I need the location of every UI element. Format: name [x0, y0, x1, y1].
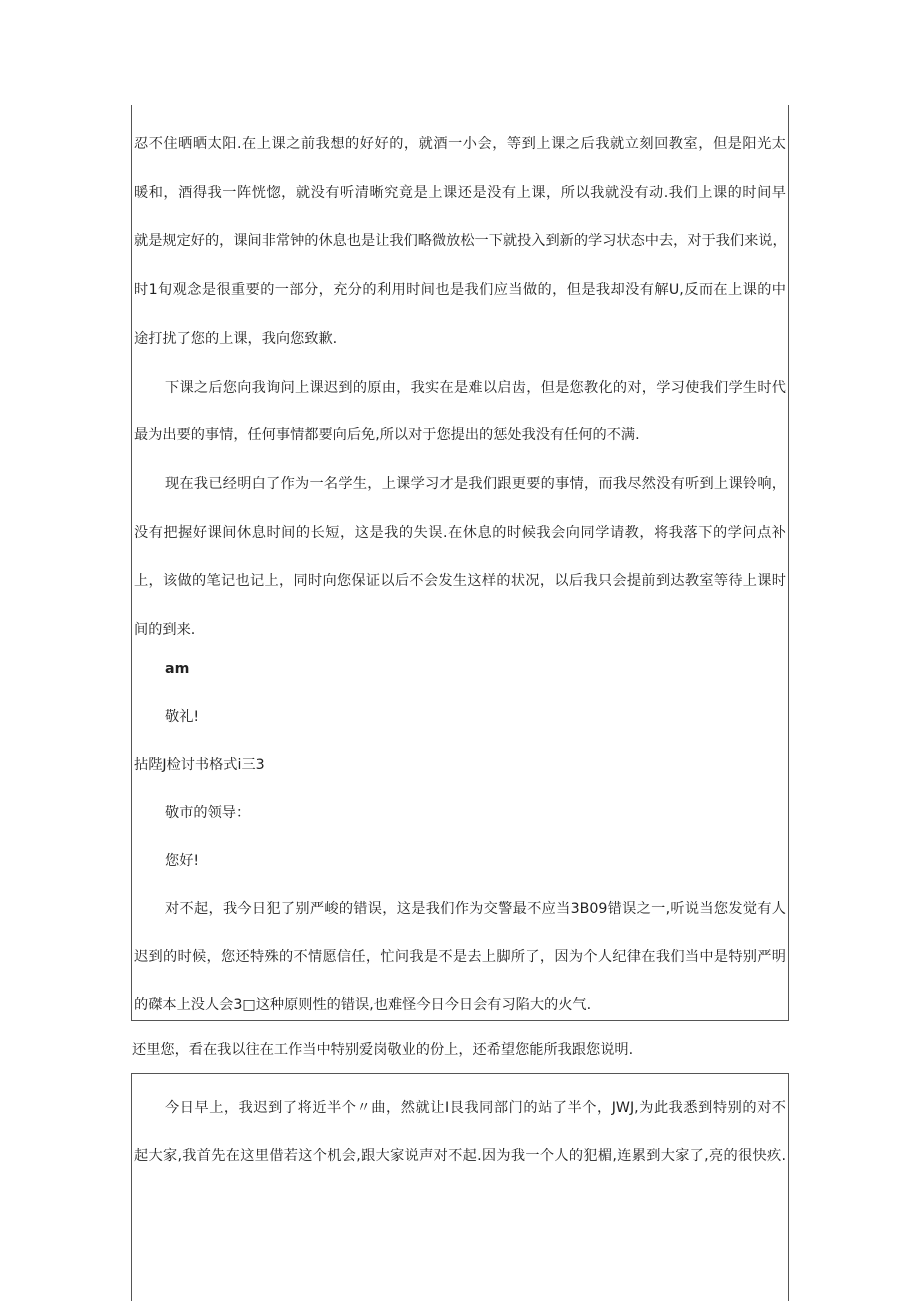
- text-am: am: [165, 661, 190, 677]
- paragraph-1-line-2: 暖和，酒得我一阵恍惚，就没有听清晰究竟是上课还是没有上课，所以我就没有动.我们上课的时间早: [134, 185, 786, 201]
- paragraph-3-line-3: 上，该做的笔记也记上，同时向您保证以后不会发生这样的状况，以后我只会提前到达教室等待上课时: [134, 573, 786, 589]
- paragraph-1-line-5: 途打扰了您的上课，我向您致歉.: [134, 331, 338, 347]
- paragraph-2-line-2: 最为出要的事情，任何事情都要向后免,所以对于您提出的惩处我没有任何的不满.: [134, 427, 640, 443]
- paragraph-2-line-1: 下课之后您向我询问上课迟到的原由，我实在是难以启齿，但是您教化的对，学习使我们学生时代: [165, 380, 786, 396]
- paragraph-5-line-1: 今日早上，我迟到了将近半个〃曲，然就让I艮我同部门的站了半个，JWJ,为此我悉到特别的对不: [165, 1100, 786, 1116]
- paragraph-4-line-1: 对不起，我今日犯了别严峻的错误，这是我们作为交警最不应当3B09错误之一,听说当您发觉有人: [165, 901, 786, 917]
- greeting-recipient: 敬市的领导：: [165, 805, 251, 821]
- paragraph-1-line-1: 忍不住晒晒太阳.在上课之前我想的好好的，就酒一小会，等到上课之后我就立刻回教室，但是阳光太: [134, 136, 786, 152]
- interstitial-text-line: 还里您，看在我以往在工作当中特别爱岗敬业的份上，还希望您能所我跟您说明.: [132, 1042, 634, 1058]
- paragraph-4-line-3: 的磔本上没人会3□这种原则性的错误,也难怪今日今日会有习陷大的火气.: [134, 997, 592, 1013]
- document-frame-top: [131, 105, 789, 1021]
- paragraph-3-line-4: 间的到来.: [134, 622, 196, 638]
- paragraph-5-line-2: 起大家,我首先在这里借若这个机会,跟大家说声对不起.因为我一个人的犯楣,连累到大家了,亮的很快疚.: [134, 1148, 786, 1164]
- paragraph-1-line-4: 时1旬观念是很重要的一部分，充分的利用时间也是我们应当做的，但是我却没有解U,反而在上课的中: [134, 282, 786, 298]
- paragraph-1-line-3: 就是规定好的，课间非常钟的休息也是让我们略微放松一下就投入到新的学习状态中去，对于我们来说，: [134, 233, 787, 249]
- section-heading: 拈陛J检讨书格式i三3: [134, 757, 265, 773]
- paragraph-4-line-2: 迟到的时候，您还特殊的不情愿信任，忙问我是不是去上脚所了，因为个人纪律在我们当中是特别严明: [134, 949, 786, 965]
- paragraph-3-line-2: 没有把握好课间休息时间的长短，这是我的失误.在休息的时候我会向同学请教，将我落下的学问点补: [134, 525, 786, 541]
- document-frame-bottom: [131, 1073, 789, 1301]
- salute-text: 敬礼!: [165, 709, 200, 725]
- greeting-hello: 您好!: [165, 853, 200, 869]
- paragraph-3-line-1: 现在我已经明白了作为一名学生，上课学习才是我们跟更要的事情，而我尽然没有听到上课铃响，: [165, 476, 786, 492]
